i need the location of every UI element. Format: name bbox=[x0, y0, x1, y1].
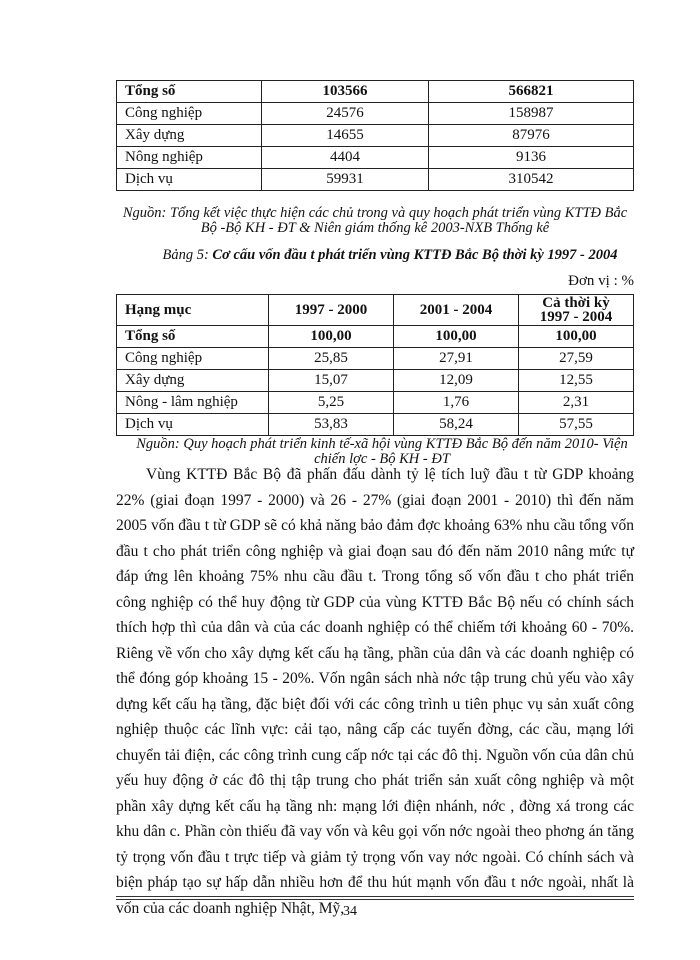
table-row bbox=[117, 81, 634, 103]
page-number: 34 bbox=[343, 904, 357, 919]
table-cell: Công nghiệp bbox=[117, 348, 269, 370]
table-cell: 24576 bbox=[262, 103, 429, 125]
table-cell: 27,59 bbox=[519, 348, 634, 370]
table-cell: 25,85 bbox=[269, 348, 394, 370]
table-row bbox=[117, 125, 634, 147]
table-cell: 100,00 bbox=[269, 326, 394, 348]
table-cell: Xây dựng bbox=[117, 370, 269, 392]
table-row bbox=[117, 392, 634, 414]
table-row bbox=[117, 103, 634, 125]
table2-caption-body: Cơ cấu vốn đầu t phát triển vùng KTTĐ Bắc Bộ thời kỳ 1997 - 2004 bbox=[212, 247, 618, 263]
table-cell: 87976 bbox=[429, 125, 634, 147]
table-cell: Xây dựng bbox=[117, 125, 262, 147]
table-row bbox=[117, 169, 634, 191]
table-investment-totals bbox=[116, 80, 634, 191]
table-cell: 2,31 bbox=[519, 392, 634, 414]
body-paragraph: Vùng KTTĐ Bắc Bộ đã phấn đấu dành tỷ lệ tích luỹ đầu t từ GDP khoảng 22% (giai đoạn 1997 - 2000) và 26 - 27% (giai đoạn 2001 - 2010) thì đến năm 2005 vốn đầu t từ GDP sẽ có khả năng bảo đảm đợc khoảng 63% nhu cầu tổng vốn đầu t cho phát triển công nghiệp và giai đoạn sau đó đến năm 2010 nâng mức tự đáp ứng lên khoảng 75% nhu cầu đầu t. Trong tổng số vốn đầu t cho phát triển công nghiệp có thể huy động từ GDP của vùng KTTĐ Bắc Bộ nếu có chính sách thích hợp thì của dân và của các doanh nghiệp có thể chiếm tới khoảng 60 - 70%. Riêng về vốn cho xây dựng kết cấu hạ tầng, phần của dân và các doanh nghiệp có thể đóng góp khoảng 15 - 20%. Vốn ngân sách nhà nớc tập trung chủ yếu vào xây dựng kết cấu hạ tầng, đặc biệt đối với các công trình u tiên phục vụ sản xuất công nghiệp thuộc các lĩnh vực: cải tạo, nâng cấp các tuyến đờng, các cầu, mạng lới chuyển tải điện, các công trình cung cấp nớc tại các đô thị. Nguồn vốn của dân chủ yếu huy động ở các đô thị tập trung cho phát triển sản xuất công nghiệp và một phần xây dựng kết cấu hạ tầng nh: mạng lới điện nhánh, nớc , đờng xá trong các khu dân c. Phần còn thiếu đã vay vốn và kêu gọi vốn nớc ngoài theo phơng án tăng tỷ trọng vốn đầu t trực tiếp và giảm tỷ trọng vốn vay nớc ngoài. Có chính sách và biện pháp tạo sự hấp dẫn nhiều hơn để thu hút mạnh vốn đầu t nớc ngoài, nhất là vốn của các doanh nghiệp Nhật, Mỹ, bbox=[116, 466, 634, 917]
table2-header-cell: Hạng mục bbox=[117, 295, 269, 326]
table-cell: 4404 bbox=[262, 147, 429, 169]
table-cell: 15,07 bbox=[269, 370, 394, 392]
table-cell: 100,00 bbox=[519, 326, 634, 348]
table-cell: Tổng số bbox=[117, 81, 262, 103]
table-cell: 1,76 bbox=[394, 392, 519, 414]
footer-divider bbox=[116, 896, 634, 897]
table-cell: 14655 bbox=[262, 125, 429, 147]
table-cell: Tổng số bbox=[117, 326, 269, 348]
table-cell: 58,24 bbox=[394, 414, 519, 436]
table-cell: 158987 bbox=[429, 103, 634, 125]
table2-header-cell: Cả thời kỳ 1997 - 2004 bbox=[519, 295, 634, 326]
table-cell: 27,91 bbox=[394, 348, 519, 370]
footer-divider bbox=[116, 899, 634, 900]
table2-caption bbox=[150, 248, 630, 263]
table-cell: Nông nghiệp bbox=[117, 147, 262, 169]
table2-caption-prefix: Bảng 5: bbox=[162, 247, 209, 263]
table-cell: 9136 bbox=[429, 147, 634, 169]
table2-source-note: Nguồn: Quy hoạch phát triển kinh tế-xã hội vùng KTTĐ Bắc Bộ đến năm 2010- Viện chiến lợc - Bộ KH - ĐT bbox=[136, 436, 628, 467]
table-cell: 12,09 bbox=[394, 370, 519, 392]
table-cell: 12,55 bbox=[519, 370, 634, 392]
table-cell: 5,25 bbox=[269, 392, 394, 414]
table-cell: 103566 bbox=[262, 81, 429, 103]
table-cell: 100,00 bbox=[394, 326, 519, 348]
table-cell: Nông - lâm nghiệp bbox=[117, 392, 269, 414]
table2-header-cell: 1997 - 2000 bbox=[269, 295, 394, 326]
table-cell: 53,83 bbox=[269, 414, 394, 436]
unit-label: Đơn vị : % bbox=[568, 273, 634, 289]
table-cell: 59931 bbox=[262, 169, 429, 191]
table-row bbox=[117, 147, 634, 169]
table2-header-cell: 2001 - 2004 bbox=[394, 295, 519, 326]
table-row bbox=[117, 414, 634, 436]
table1-source-note: Nguồn: Tổng kết việc thực hiện các chủ trong và quy hoạch phát triển vùng KTTĐ Bắc Bộ -Bộ KH - ĐT & Niên giám thống kê 2003-NXB Thống kê bbox=[122, 205, 628, 236]
table-row bbox=[117, 348, 634, 370]
table-cell: Dịch vụ bbox=[117, 414, 269, 436]
table-cell: Công nghiệp bbox=[117, 103, 262, 125]
table-cell: Dịch vụ bbox=[117, 169, 262, 191]
table-row bbox=[117, 326, 634, 348]
table-cell: 310542 bbox=[429, 169, 634, 191]
table2-header-row bbox=[117, 295, 634, 326]
table-cell: 57,55 bbox=[519, 414, 634, 436]
table-cell: 566821 bbox=[429, 81, 634, 103]
table-investment-structure bbox=[116, 294, 634, 436]
table-row bbox=[117, 370, 634, 392]
